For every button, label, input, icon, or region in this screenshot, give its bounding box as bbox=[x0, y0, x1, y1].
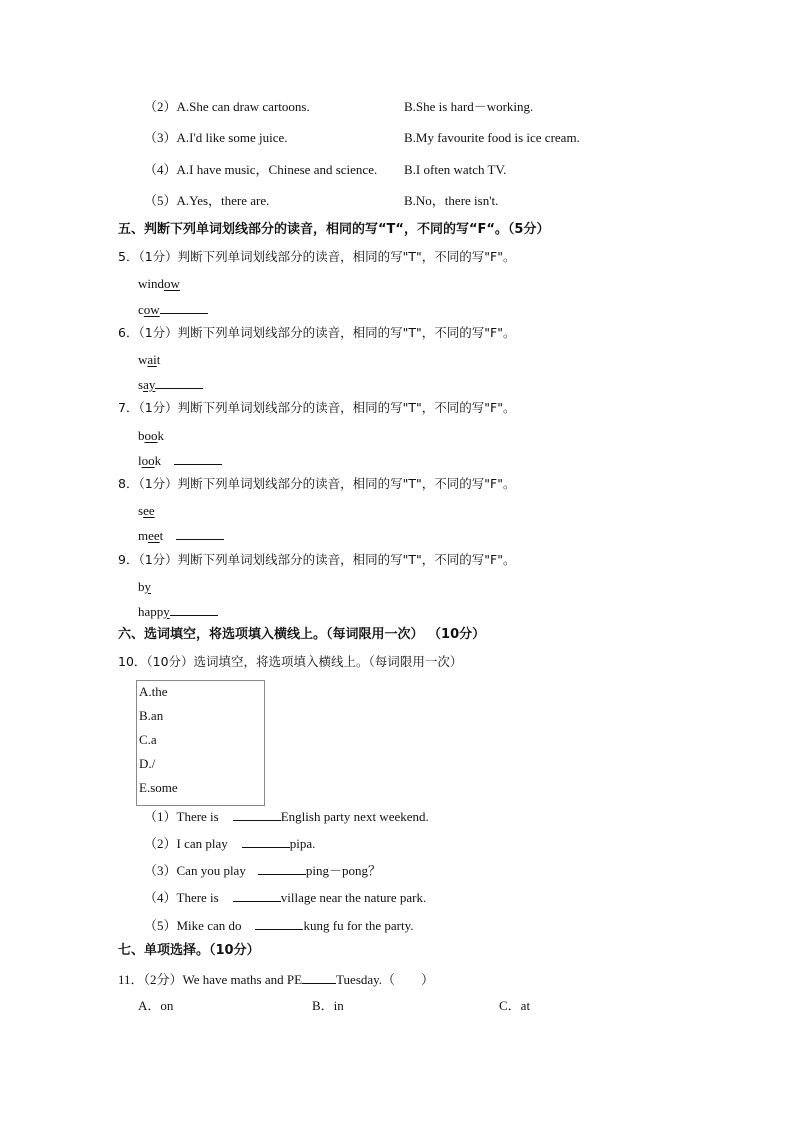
section-7-heading: 七、单项选择。（10分） bbox=[118, 943, 260, 958]
question-5-word-2: cow bbox=[138, 301, 208, 318]
s4-row-4-b: B.I often watch TV. bbox=[404, 162, 507, 177]
q11-option-a[interactable]: A．on bbox=[138, 998, 174, 1013]
word-bank-option-a: A.the bbox=[139, 684, 168, 699]
section-6-heading: 六、选词填空，将选项填入横线上。（每词限用一次） （10分） bbox=[118, 627, 486, 642]
answer-blank[interactable] bbox=[233, 889, 281, 902]
answer-blank[interactable] bbox=[242, 835, 290, 848]
word-bank-option-e: E.some bbox=[139, 780, 178, 795]
question-6-stem: 6．（1分）判断下列单词划线部分的读音，相同的写"T"，不同的写"F"。 bbox=[118, 325, 516, 340]
question-7-word-2: look bbox=[138, 452, 222, 469]
question-6-word-1: wait bbox=[138, 352, 161, 367]
question-5-stem: 5．（1分）判断下列单词划线部分的读音，相同的写"T"，不同的写"F"。 bbox=[118, 249, 516, 264]
answer-blank[interactable] bbox=[302, 971, 336, 984]
question-8-word-1: see bbox=[138, 503, 155, 518]
answer-blank[interactable] bbox=[160, 301, 208, 314]
question-11-stem: 11．（2分）We have maths and PE Tuesday.（ ） bbox=[118, 972, 435, 987]
answer-blank[interactable] bbox=[155, 376, 203, 389]
question-10-stem: 10．（10分）选词填空，将选项填入横线上。（每词限用一次） bbox=[118, 654, 463, 669]
s4-row-4-a: （4）A.I have music，Chinese and science. bbox=[144, 162, 378, 177]
question-7-stem: 7．（1分）判断下列单词划线部分的读音，相同的写"T"，不同的写"F"。 bbox=[118, 400, 516, 415]
question-5-word-1: window bbox=[138, 276, 180, 291]
question-8-word-2: meet bbox=[138, 527, 224, 544]
q11-option-b[interactable]: B．in bbox=[312, 998, 344, 1013]
answer-blank[interactable] bbox=[255, 917, 303, 930]
question-8-stem: 8．（1分）判断下列单词划线部分的读音，相同的写"T"，不同的写"F"。 bbox=[118, 476, 516, 491]
q10-item-3: （3）Can you play ping－pong？ bbox=[144, 863, 381, 878]
q10-item-4: （4）There is village near the nature park. bbox=[144, 890, 427, 905]
s4-row-3-b: B.My favourite food is ice cream. bbox=[404, 130, 580, 145]
q10-item-2: （2）I can play pipa. bbox=[144, 836, 316, 851]
s4-row-5-b: B.No，there isn't. bbox=[404, 193, 499, 208]
s4-row-3-a: （3）A.I'd like some juice. bbox=[144, 130, 288, 145]
question-9-stem: 9．（1分）判断下列单词划线部分的读音，相同的写"T"，不同的写"F"。 bbox=[118, 552, 516, 567]
answer-blank[interactable] bbox=[233, 808, 281, 821]
answer-blank[interactable] bbox=[176, 527, 224, 540]
question-9-word-2: happy bbox=[138, 603, 218, 620]
section-5-heading: 五、判断下列单词划线部分的读音，相同的写“T“，不同的写“F“。（5分） bbox=[118, 222, 550, 237]
answer-blank[interactable] bbox=[258, 862, 306, 875]
s4-row-5-a: （5）A.Yes，there are. bbox=[144, 193, 270, 208]
question-9-word-1: by bbox=[138, 579, 151, 594]
q11-option-c[interactable]: C．at bbox=[499, 998, 531, 1013]
s4-row-2-a: （2）A.She can draw cartoons. bbox=[144, 99, 310, 114]
question-6-word-2: say bbox=[138, 376, 203, 393]
q10-item-1: （1）There is English party next weekend. bbox=[144, 809, 429, 824]
word-bank-option-b: B.an bbox=[139, 708, 164, 723]
word-bank-option-c: C.a bbox=[139, 732, 157, 747]
question-7-word-1: book bbox=[138, 428, 164, 443]
s4-row-2-b: B.She is hard－working. bbox=[404, 99, 534, 114]
answer-blank[interactable] bbox=[170, 603, 218, 616]
word-bank-option-d: D./ bbox=[139, 756, 156, 771]
answer-blank[interactable] bbox=[174, 452, 222, 465]
q10-item-5: （5）Mike can do kung fu for the party. bbox=[144, 918, 414, 933]
